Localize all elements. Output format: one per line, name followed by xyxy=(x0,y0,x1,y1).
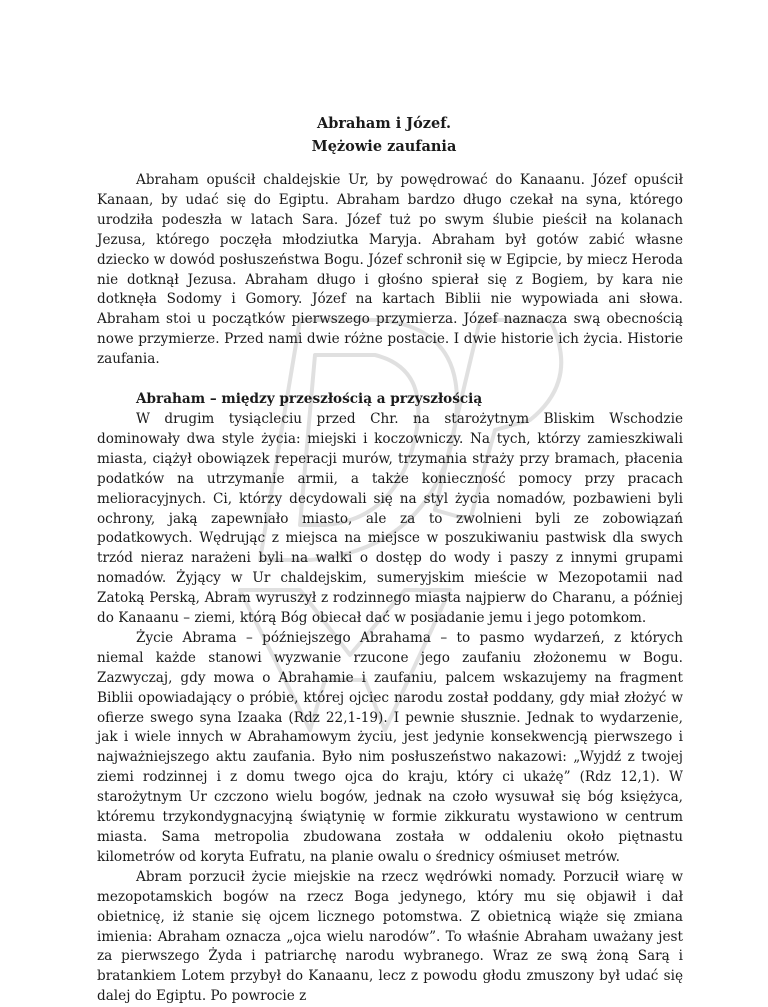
intro-paragraph: Abraham opuścił chaldejskie Ur, by powędrować do Kanaanu. Józef opuścił Kanaan, by udać się do Egiptu. Abraham bardzo długo czekał na syna, którego urodziła podeszła w latach Sara. Józef tuż po swym ślubie pieścił na kolanach Jezusa, którego poczęła młodziutka Maryja. Abraham był gotów zabić własne dziecko w dowód posłuszeństwa Bogu. Józef schronił się w Egipcie, by miecz Heroda nie dotknął Jezusa. Abraham długo i głośno spierał się z Bogiem, by kara nie dotknęła Sodomy i Gomory. Józef na kartach Biblii nie wypowiada ani słowa. Abraham stoi u początków pierwszego przymierza. Józef naznacza swą obecnością nowe przymierze. Przed nami dwie różne postacie. I dwie historie ich życia. Historie zaufania. xyxy=(97,172,683,368)
document-subtitle: Mężowie zaufania xyxy=(311,138,457,155)
document-title: Abraham i Józef. xyxy=(316,115,452,132)
body-paragraph: W drugim tysiącleciu przed Chr. na starożytnym Bliskim Wschodzie dominowały dwa style życia: miejski i koczowniczy. Na tych, którzy zamieszkiwali miasta, ciążył obowiązek reperacji murów, trzymania straży przy bramach, płacenia podatków na utrzymanie armii, a także konieczność pomocy przy pracach melioracyjnych. Ci, którzy decydowali się na styl życia nomadów, pozbawieni byli ochrony, jaką zapewniało miasto, ale za to zwolnieni byli ze zobowiązań podatkowych. Wędrując z miejsca na miejsce w poszukiwaniu pastwisk dla swych trzód nieraz narażeni byli na walki o dostęp do wody i paszy z innymi grupami nomadów. Żyjący w Ur chaldejskim, sumeryjskim mieście w Mezopotamii nad Zatoką Perską, Abram wyruszył z rodzinnego miasta najpierw do Charanu, a później do Kanaanu – ziemi, którą Bóg obiecał dać w posiadanie jemu i jego potomkom. xyxy=(97,410,683,627)
section-heading: Abraham – między przeszłością a przyszłością xyxy=(136,391,483,408)
document-body xyxy=(97,171,683,1007)
body-paragraph: Abram porzucił życie miejskie na rzecz wędrówki nomady. Porzucił wiarę w mezopotamskich bogów na rzecz Boga jedynego, który mu się objawił i dał obietnicę, iż stanie się ojcem licznego potomstwa. Z obietnicą wiąże się zmiana imienia: Abraham oznacza „ojca wielu narodów”. To właśnie Abraham uważany jest za pierwszego Żyda i patriarchę narodu wybranego. Wraz ze swą żoną Sarą i bratankiem Lotem przybył do Kanaanu, lecz z powodu głodu zmuszony był udać się dalej do Egiptu. Po powrocie z xyxy=(97,868,683,1005)
body-paragraph: Życie Abrama – późniejszego Abrahama – to pasmo wydarzeń, z których niemal każde stanowi wyzwanie rzucone jego zaufaniu złożonemu w Bogu. Zazwyczaj, gdy mowa o Abrahamie i zaufaniu, palcem wskazujemy na fragment Biblii opowiadający o próbie, której ojciec narodu został poddany, gdy miał złożyć w ofierze swego syna Izaaka (Rdz 22,1-19). I pewnie słusznie. Jednak to wydarzenie, jak i wiele innych w Abrahamowym życiu, jest jedynie konsekwencją pierwszego i najważniejszego aktu zaufania. Było nim posłuszeństwo nakazowi: „Wyjdź z twojej ziemi rodzinnej i z domu twego ojca do kraju, który ci ukażę” (Rdz 12,1). W starożytnym Ur czczono wielu bogów, jednak na czoło wysuwał się bóg księżyca, któremu trzykondygnacyjną świątynię w formie zikkuratu wystawiono w centrum miasta. Sama metropolia zbudowana została w oddaleniu około piętnastu kilometrów od koryta Eufratu, na planie owalu o średnicy ośmiuset metrów. xyxy=(97,629,683,865)
